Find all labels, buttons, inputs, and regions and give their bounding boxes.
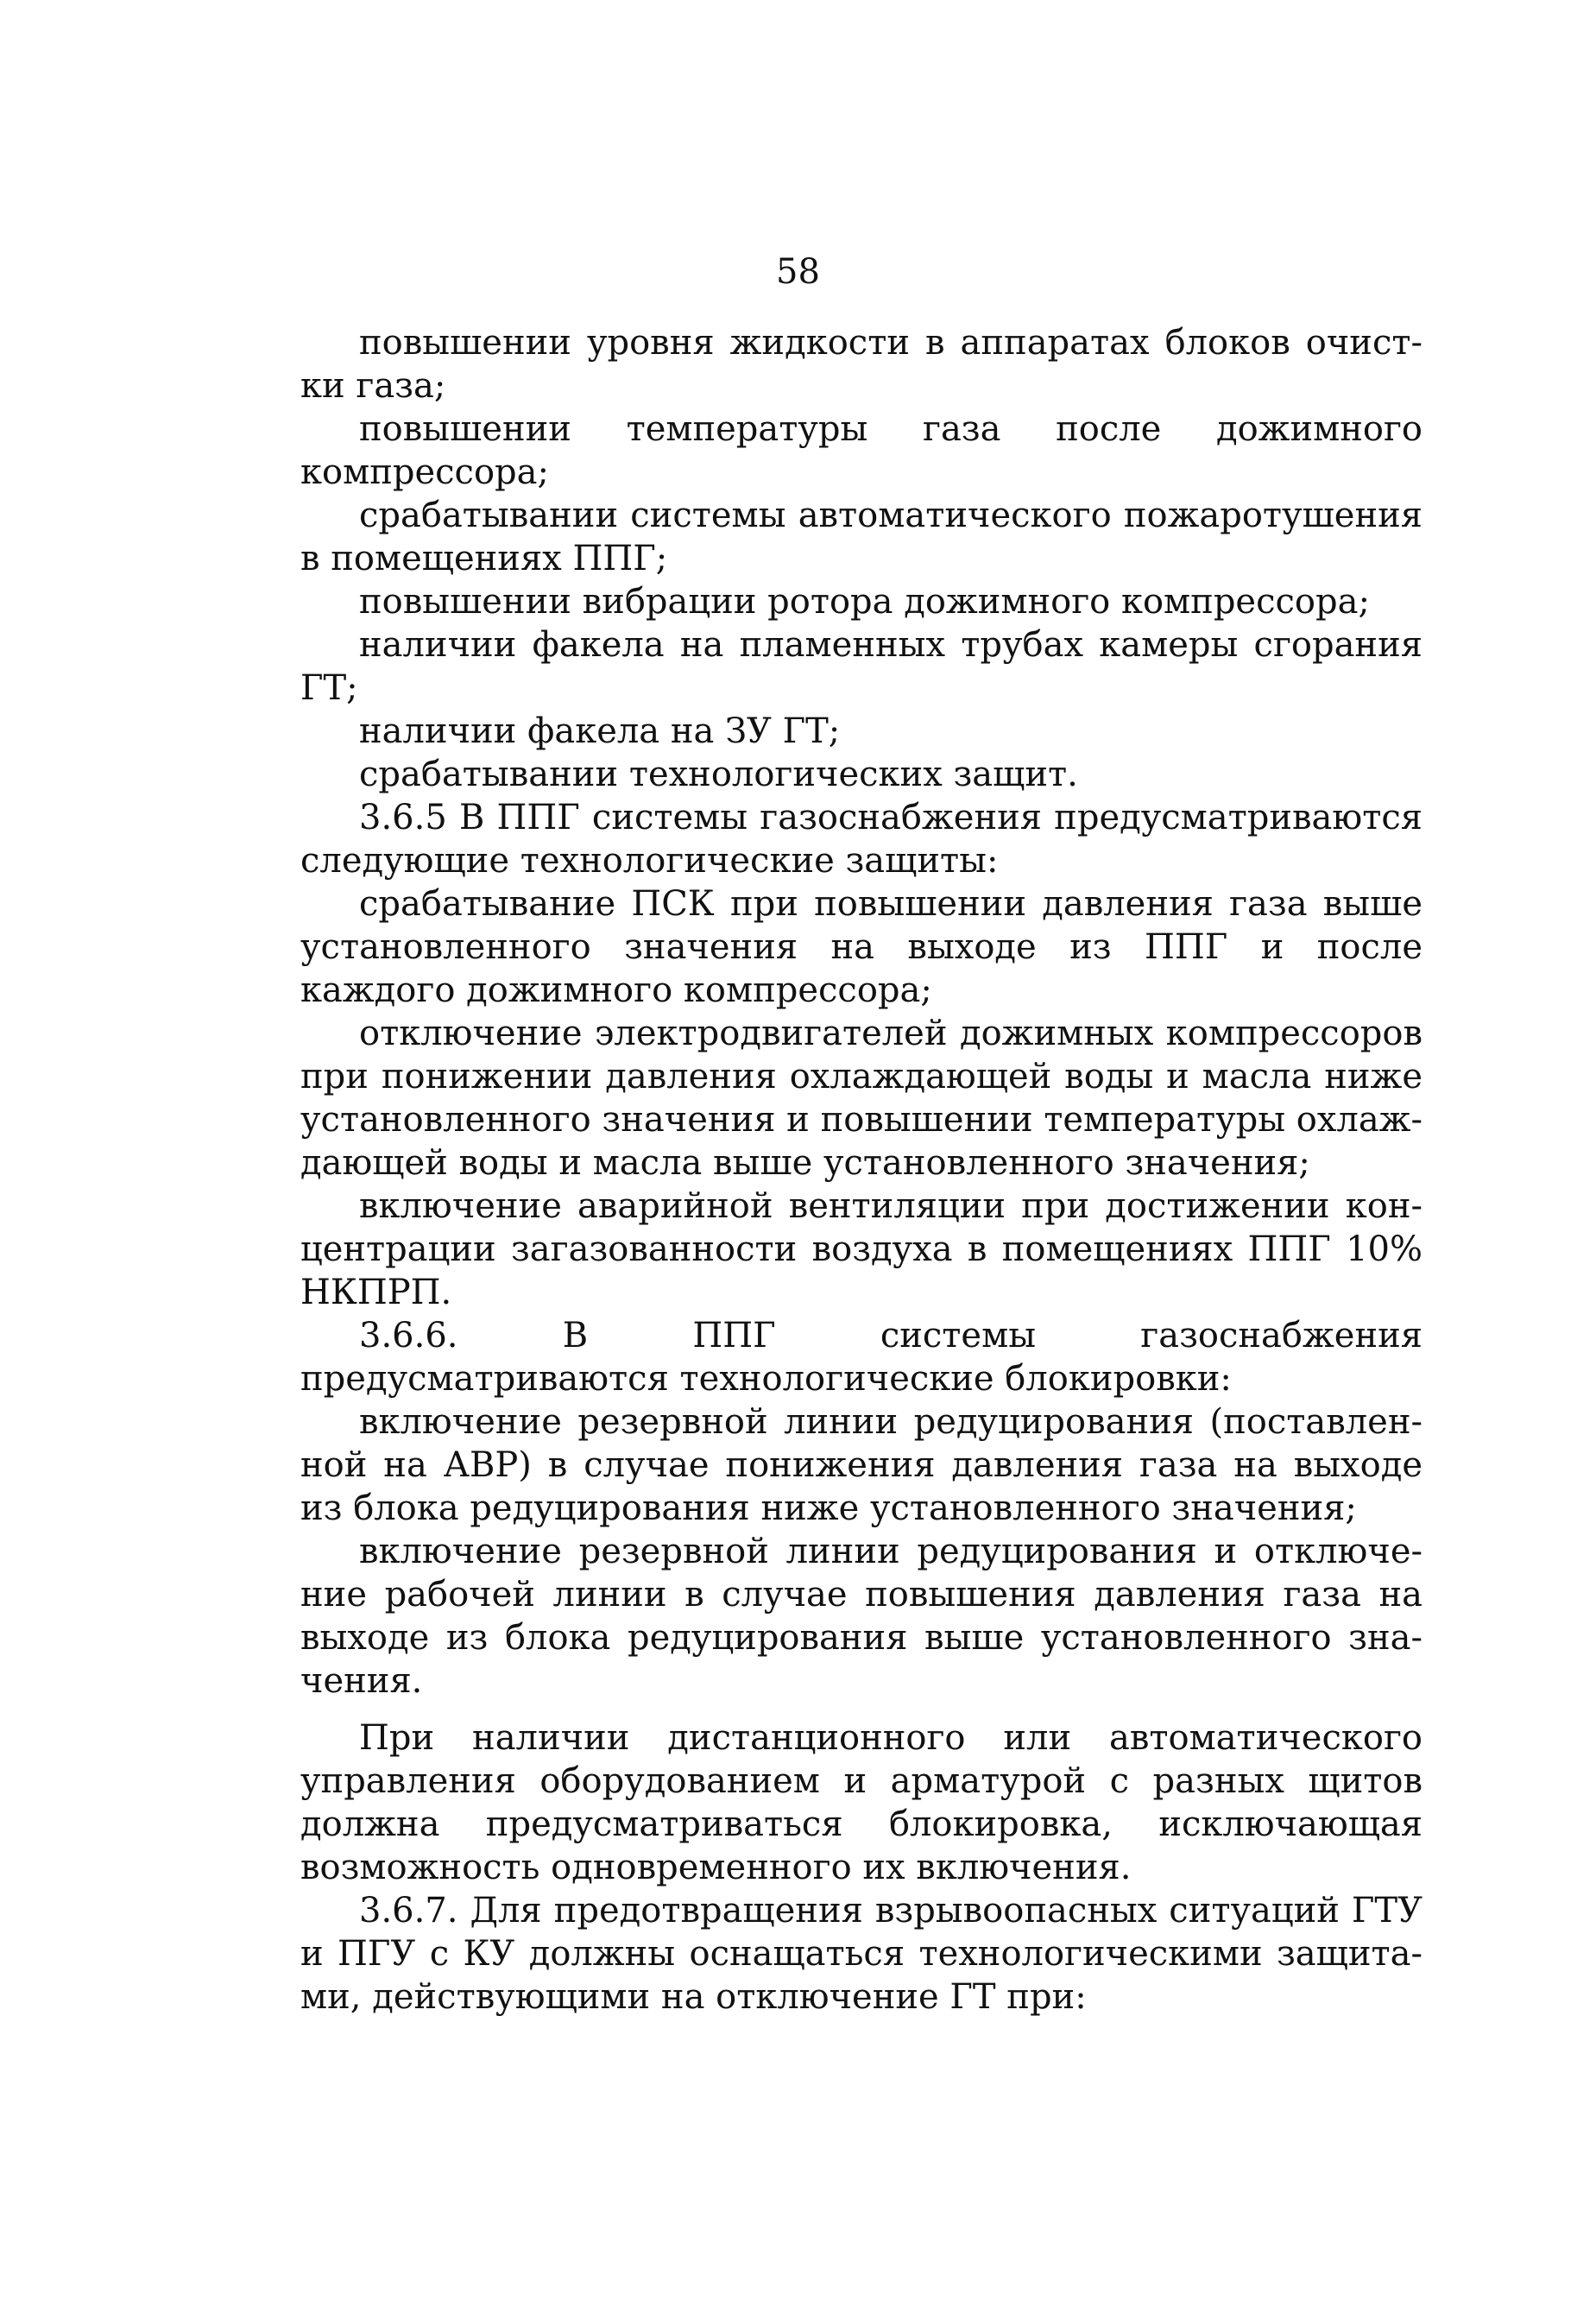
paragraph-rotor-vibration: повышении вибрации ротора дожимного компрессора; — [359, 582, 1370, 622]
section-3-6-6: 3.6.6. В ППГ системы газоснабжения предусматриваются технологические блокировки: — [300, 1316, 1423, 1399]
paragraph-reserve-line-on: включение резервной линии редуцирования (поставленной на АВР) в случае понижения давления газа на выходе из блока редуцирования ниже установленного значения; — [300, 1402, 1423, 1528]
paragraph-tech-protections: срабатывании технологических защит. — [359, 755, 1078, 794]
paragraph-emergency-ventilation: включение аварийной вентиляции при достижении концентрации загазованности воздуха в помещениях ППГ 10% НКПРП. — [300, 1186, 1423, 1312]
paragraph-interlock: При наличии дистанционного или автоматического управления оборудованием и арматурой с разных щитов должна предусматриваться блокировка, исключающая возможность одновременного их включения. — [300, 1718, 1423, 1887]
paragraph-motor-shutdown: отключение электродвигателей дожимных компрессоров при понижении давления охлаждающей воды и масла ниже установленного значения и повышении температуры охлаждающей воды и масла выше установленного значения; — [300, 1014, 1423, 1183]
section-3-6-7: 3.6.7. Для предотвращения взрывоопасных ситуаций ГТУ и ПГУ с КУ должны оснащаться технологическими защитами, действующими на отключение ГТ при: — [300, 1891, 1423, 2017]
paragraph-flame-tubes: наличии факела на пламенных трубах камеры сгорания ГТ; — [300, 625, 1423, 708]
page-text — [300, 321, 1423, 2019]
paragraph-psk: срабатывание ПСК при повышении давления газа выше установленного значения на выходе из ППГ и после каждого дожимного компрессора; — [300, 884, 1423, 1010]
paragraph-fire-extinguishing: срабатывании системы автоматического пожаротушения в помещениях ППГ; — [300, 496, 1423, 578]
section-3-6-5: 3.6.5 В ППГ системы газоснабжения предусматриваются следующие технологические защиты: — [300, 798, 1423, 881]
page-number: 58 — [776, 252, 820, 292]
paragraph-gas-temperature: повышении температуры газа после дожимного компрессора; — [300, 409, 1423, 492]
paragraph-liquid-level: повышении уровня жидкости в аппаратах блоков очистки газа; — [300, 323, 1423, 406]
paragraph-flame-zu: наличии факела на ЗУ ГТ; — [359, 711, 841, 751]
paragraph-reserve-line-switch: включение резервной линии редуцирования и отключение рабочей линии в случае повышения давления газа на выходе из блока редуцирования выше установленного значения. — [300, 1532, 1423, 1701]
